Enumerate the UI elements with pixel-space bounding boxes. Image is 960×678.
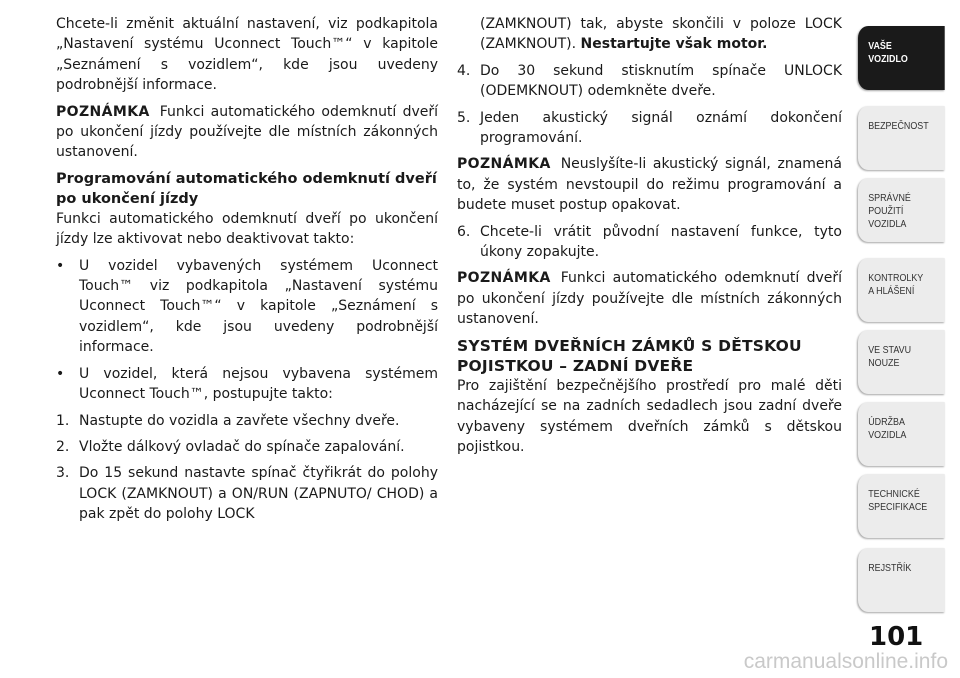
note-text: Funkci automatického odemknutí dveří po ukončení jízdy používejte dle místních zákonných ustanovení. [457, 270, 842, 328]
tab-label-line: VAŠE [868, 40, 892, 52]
tab-kontrolky[interactable] [858, 258, 945, 322]
chapter-tabs [858, 0, 960, 678]
section-title: SYSTÉM DVEŘNÍCH ZÁMKŮ S DĚTSKOU POJISTKOU – ZADNÍ DVEŘE [457, 336, 802, 375]
tab-label-line: KONTROLKY [868, 272, 924, 284]
list-item [56, 256, 438, 358]
list-item-text: Do 30 sekund stisknutím spínače UNLOCK (ODEMKNOUT) odemkněte dveře. [480, 62, 842, 100]
continuation-text: (ZAMKNOUT) tak, abyste skončili v poloze LOCK (ZAMKNOUT). [480, 16, 842, 53]
note-paragraph [457, 268, 842, 329]
list-item-text: U vozidel vybavených systémem Uconnect Touch™ viz podkapitola „Nastavení systému Uconnect Touch™“ v kapitole „Seznámení s vozidlem“, kde jsou uvedeny podrobnější informace. [79, 257, 438, 356]
note-label: POZNÁMKA [457, 270, 551, 287]
list-item-text: Chcete-li vrátit původní nastavení funkce, tyto úkony zopakujte. [480, 223, 842, 261]
step-number: 3. [56, 465, 70, 482]
list-item [56, 437, 438, 457]
list-item-text: Nastupte do vozidla a zavřete všechny dveře. [79, 412, 400, 429]
tab-vase-vozidlo[interactable] [858, 26, 945, 90]
list-item-text: Jeden akustický signál oznámí dokončení programování. [480, 109, 842, 147]
list-item [56, 411, 438, 431]
note-paragraph [56, 102, 438, 163]
note-text: Neuslyšíte-li akustický signál, znamená to, že systém nevstoupil do režimu programování a budete muset postup opakovat. [457, 156, 842, 214]
intro-paragraph: Chcete-li změnit aktuální nastavení, viz podkapitola „Nastavení systému Uconnect Touch™“ v kapitole „Seznámení s vozidlem“, kde jsou uvedeny podrobnější informace. [56, 16, 438, 94]
tab-label-line: SPECIFIKACE [868, 501, 928, 513]
tab-label-line: A HLÁŠENÍ [868, 285, 915, 297]
page-number: 101 [869, 622, 924, 652]
note-label: POZNÁMKA [56, 103, 150, 120]
tab-label-line: TECHNICKÉ [868, 488, 920, 500]
tab-udrzba[interactable] [858, 402, 945, 466]
list-item-text: U vozidel, která nejsou vybavena systémem Uconnect Touch™, postupujte takto: [79, 365, 438, 403]
tab-technicke-specifikace[interactable] [858, 474, 945, 538]
step-continuation [457, 14, 842, 55]
tab-label-line: VOZIDLA [868, 218, 907, 230]
right-column [457, 14, 842, 463]
tab-label-line: NOUZE [868, 357, 900, 369]
note-text: Funkci automatického odemknutí dveří po ukončení jízdy používejte dle místních zákonných ustanovení. [56, 103, 438, 161]
tab-bezpecnost[interactable] [858, 106, 945, 170]
left-column [56, 14, 438, 531]
step-number: 1. [56, 412, 70, 429]
step-number: 2. [56, 438, 70, 455]
list-item-text: Do 15 sekund nastavte spínač čtyřikrát do polohy LOCK (ZAMKNOUT) a ON/RUN (ZAPNUTO/ CHOD) a pak zpět do polohy LOCK [79, 465, 438, 523]
tab-label-line: VOZIDLO [868, 53, 908, 65]
tab-rejstrik[interactable] [858, 548, 945, 612]
watermark: carmanualsonline.info [743, 650, 948, 673]
list-item [457, 108, 842, 149]
note-label: POZNÁMKA [457, 156, 551, 173]
bullet-mark: • [56, 365, 65, 382]
step-number: 4. [457, 62, 471, 79]
tab-label-line: POUŽITÍ [868, 205, 904, 217]
warning-text: Nestartujte však motor. [580, 36, 768, 53]
tab-spravne-pouziti[interactable] [858, 178, 945, 242]
tab-label-line: ÚDRŽBA [868, 416, 905, 428]
section-paragraph: Pro zajištění bezpečnějšího prostředí pro malé děti nacházející se na zadních sedadlech jsou zadní dveře vybaveny systémem dveřních zámků s dětskou pojistkou. [457, 377, 842, 455]
tab-label-line: REJSTŘÍK [868, 562, 912, 574]
list-item [457, 61, 842, 102]
tab-label-line: VOZIDLA [868, 429, 907, 441]
tab-ve-stavu-nouze[interactable] [858, 330, 945, 394]
tab-label-line: SPRÁVNÉ [868, 192, 911, 204]
note-paragraph [457, 154, 842, 215]
list-item [56, 364, 438, 405]
tab-label-line: BEZPEČNOST [868, 120, 929, 132]
section-intro: Funkci automatického odemknutí dveří po ukončení jízdy lze aktivovat nebo deaktivovat takto: [56, 210, 438, 248]
bullet-mark: • [56, 257, 65, 274]
step-number: 6. [457, 223, 471, 240]
section-heading: Programování automatického odemknutí dveří po ukončení jízdy [56, 170, 437, 207]
list-item-text: Vložte dálkový ovladač do spínače zapalování. [79, 438, 405, 455]
list-item [457, 222, 842, 263]
list-item [56, 463, 438, 524]
step-number: 5. [457, 109, 471, 126]
tab-label-line: VE STAVU [868, 344, 912, 356]
